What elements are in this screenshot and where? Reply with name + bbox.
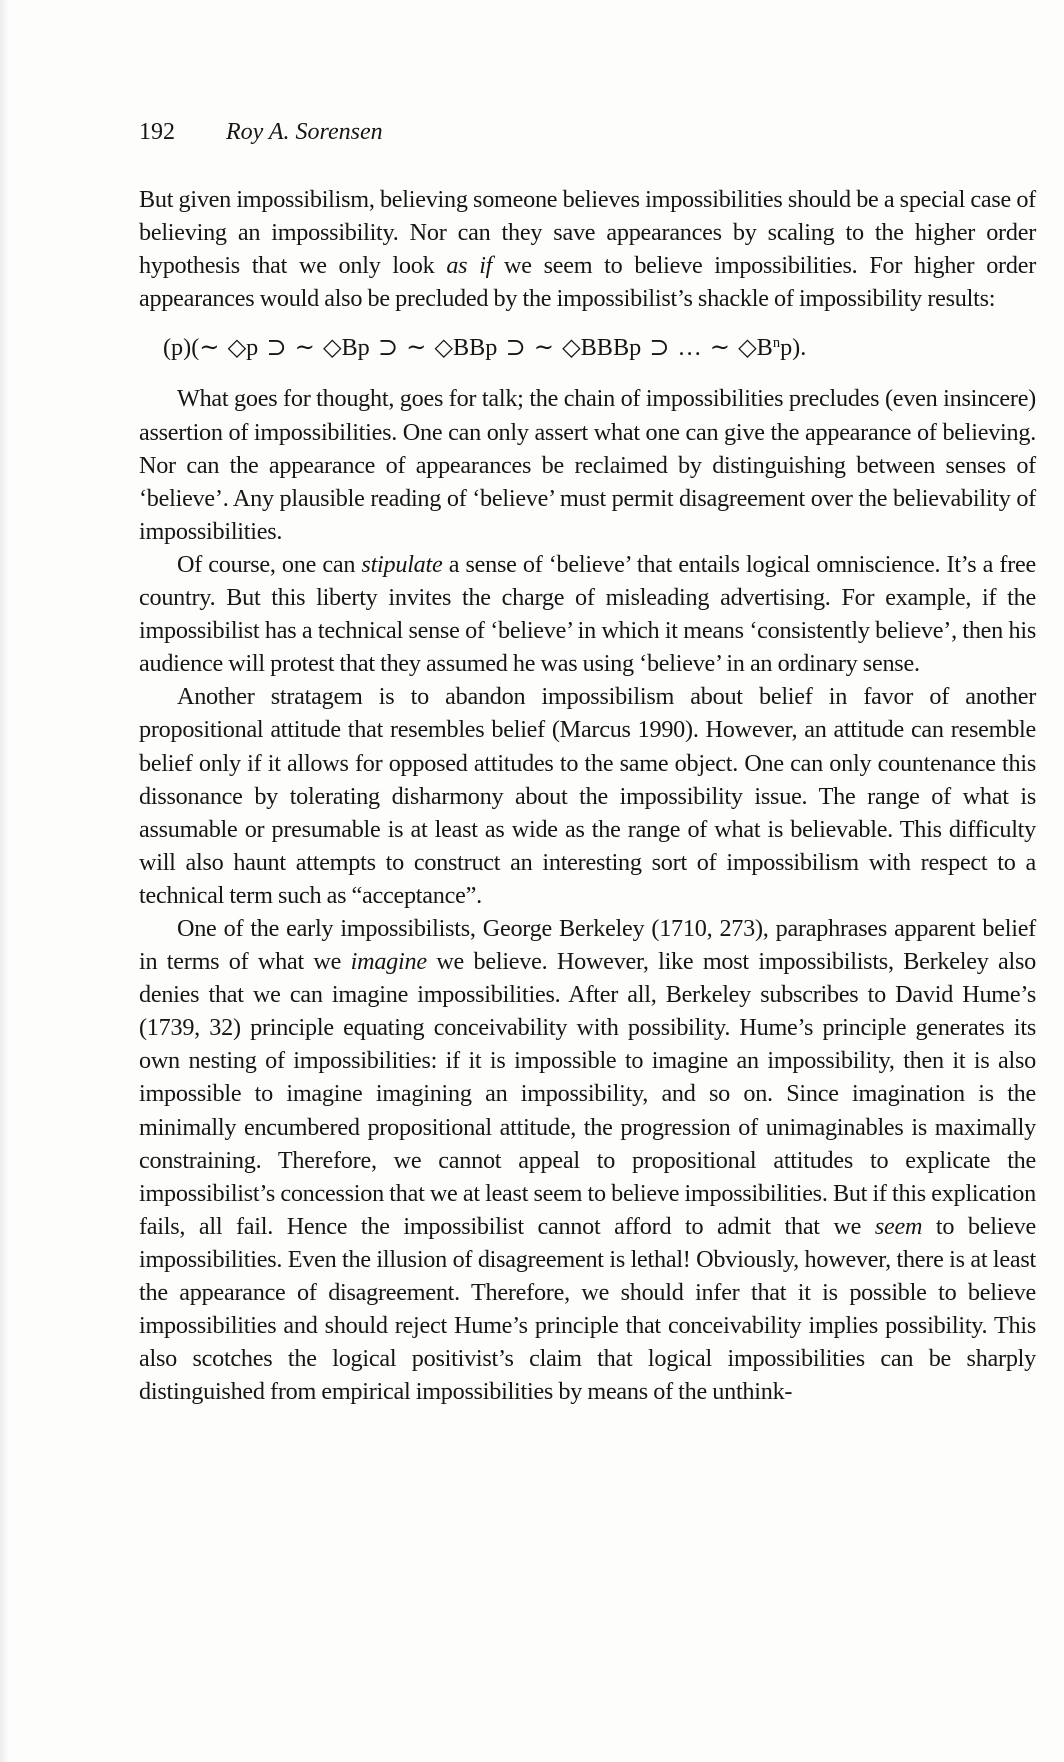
text-run: What goes for thought, goes for talk; the chain of impossibilities precludes (even insincere) assertion of impossibilities. One can only assert what one can give the appearance of believing. Nor can the appearance of appearances be reclaimed by distinguishing between senses of ‘believe’. Any plausible reading of ‘believe’ must permit disagreement over the believability of impossibilities. [139,385,1036,545]
paragraph [139,680,1036,912]
text-run: Another stratagem is to abandon impossibilism about belief in favor of another propositional attitude that resembles belief (Marcus 1990). However, an attitude can resemble belief only if it allows for opposed attitudes to the same object. One can only countenance this dissonance by tolerating disharmony about the impossibility issue. The range of what is assumable or presumable is at least as wide as the range of what is believable. This difficulty will also haunt attempts to construct an interesting sort of impossibilism with respect to a technical term such as “acceptance”. [139,683,1036,909]
text-run: One of the early impossibilists, George Berkeley (1710, 273), paraphrases apparent belief in terms of what we [139,914,1036,976]
emphasis-text: stipulate [361,550,443,578]
paragraph [139,382,1036,547]
text-run: we seem to believe impossibilities. For higher order appearances would also be precluded by the impossibilist’s shackle of impossibility results: [139,252,1036,313]
paragraph [139,183,1036,315]
text-run: (p)(∼ ◇p ⊃ ∼ ◇Bp ⊃ ∼ ◇BBp ⊃ ∼ ◇BBBp ⊃ … ∼ ◇B [163,334,773,362]
paragraph [139,548,1036,680]
text-run: p). [780,334,807,362]
page-number: 192 [139,119,175,145]
emphasis-text: imagine [350,948,427,976]
body-text [139,183,1036,1408]
emphasis-text: seem [874,1212,923,1240]
text-run: to believe impossibilities. Even the illusion of disagreement is lethal! Obviously, however, there is at least the appearance of disagreement. Therefore, we should infer that it is possible to believe impossibilities and should reject Hume’s principle that conceivability implies possibility. This also scotches the logical positivist’s claim that logical impossibilities can be sharply distinguished from empirical impossibilities by means of the unthink- [139,1212,1036,1406]
emphasis-text: as if [446,252,493,280]
text-run: But given impossibilism, believing someone believes impossibilities should be a special case of believing an impossibility. Nor can they save appearances by scaling to the higher order hypothesis that we only look [139,186,1036,280]
running-head [139,117,383,147]
text-run: a sense of ‘believe’ that entails logical omniscience. It’s a free country. But this liberty invites the charge of misleading advertising. For example, if the impossibilist has a technical sense of ‘believe’ in which it means ‘consistently believe’, then his audience will protest that they assumed he was using ‘believe’ in an ordinary sense. [139,550,1036,678]
superscript: n [772,335,781,352]
page-scan-edge [0,0,8,1762]
text-run: we believe. However, like most impossibilists, Berkeley also denies that we can imagine impossibilities. After all, Berkeley subscribes to David Hume’s (1739, 32) principle equating conceivability with possibility. Hume’s principle generates its own nesting of impossibilities: if it is impossible to imagine an impossibility, then it is also impossible to imagine imagining an impossibility, and so on. Since imagination is the minimally encumbered propositional attitude, the progression of unimaginables is maximally constraining. Therefore, we cannot appeal to propositional attitudes to explicate the impossibilist’s concession that we at least seem to believe impossibilities. But if this explication fails, all fail. Hence the impossibilist cannot afford to admit that we [139,948,1037,1240]
running-head-author: Roy A. Sorensen [226,119,383,145]
paragraph [139,912,1036,1408]
text-run: Of course, one can [177,550,362,578]
logic-formula [139,331,1036,364]
